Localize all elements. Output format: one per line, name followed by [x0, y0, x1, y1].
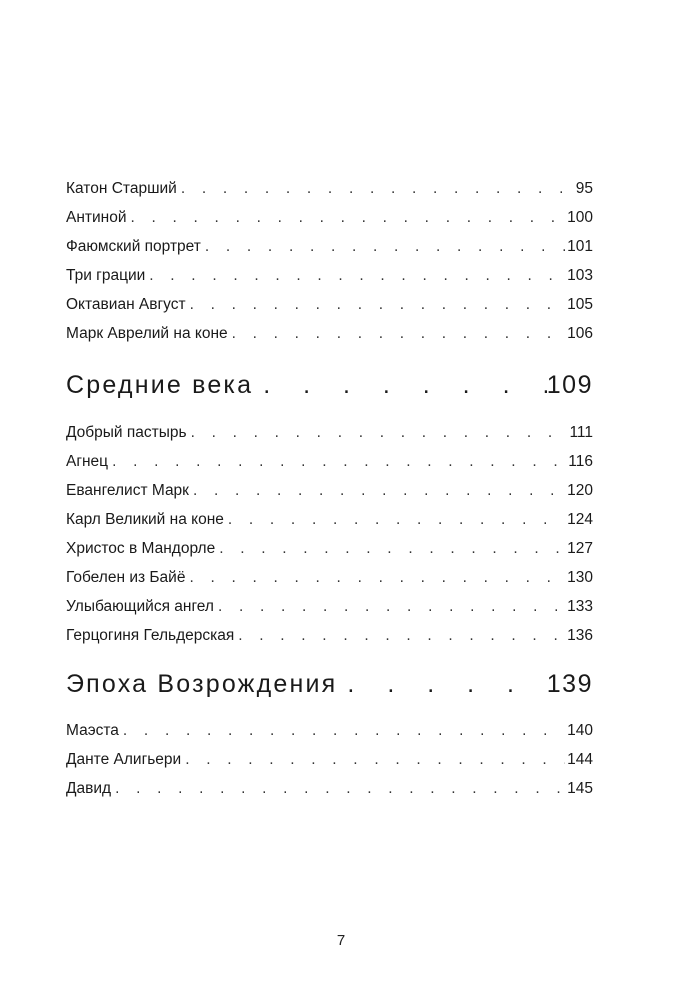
toc-entry	[66, 476, 593, 505]
toc-section-heading	[66, 664, 593, 704]
dot-leader	[123, 716, 565, 745]
section-page: 139	[546, 670, 593, 698]
toc-entry	[66, 174, 593, 203]
dot-leader	[112, 447, 566, 476]
dot-leader	[149, 261, 565, 290]
toc-entry-title: Катон Старший	[66, 180, 177, 197]
section-title: Средние века	[66, 371, 254, 399]
toc-entry	[66, 534, 593, 563]
toc-section-heading	[66, 365, 593, 405]
dot-leader	[228, 505, 565, 534]
dot-leader	[190, 290, 566, 319]
toc-entry-page: 127	[567, 540, 593, 557]
dot-leader	[185, 745, 565, 774]
dot-leader	[191, 418, 568, 447]
toc-entry-page: 106	[567, 325, 593, 342]
toc-entry-page: 105	[567, 296, 593, 313]
dot-leader	[219, 534, 565, 563]
toc-entry-title: Фаюмский портрет	[66, 238, 201, 255]
toc-entry	[66, 621, 593, 650]
toc-entry-page: 140	[567, 722, 593, 739]
toc-entry-page: 103	[567, 267, 593, 284]
dot-leader	[263, 365, 547, 405]
toc-entry-title: Октавиан Август	[66, 296, 186, 313]
toc-entry-page: 130	[567, 569, 593, 586]
toc-entry-title: Марк Аврелий на коне	[66, 325, 228, 342]
toc-entry	[66, 232, 593, 261]
dot-leader	[232, 319, 566, 348]
toc-entry-title: Три грации	[66, 267, 146, 284]
toc-entry	[66, 418, 593, 447]
toc-entry	[66, 261, 593, 290]
dot-leader	[131, 203, 566, 232]
toc-entry-page: 133	[567, 598, 593, 615]
toc-entry-title: Агнец	[66, 453, 109, 470]
toc-entry-title: Герцогиня Гельдерская	[66, 627, 235, 644]
toc-entry-title: Добрый пастырь	[66, 424, 187, 441]
toc-entry-page: 100	[567, 209, 593, 226]
toc-entry-page: 111	[569, 424, 593, 441]
toc-entry-title: Евангелист Марк	[66, 482, 189, 499]
section-page: 109	[546, 371, 593, 399]
toc-entry-title: Данте Алигьери	[66, 751, 182, 768]
toc-entry	[66, 319, 593, 348]
toc-entry-page: 145	[567, 780, 593, 797]
toc-entry-page: 116	[568, 453, 593, 470]
dot-leader	[205, 232, 565, 261]
toc-entry-title: Давид	[66, 780, 112, 797]
toc-entry-page: 95	[575, 180, 593, 197]
toc-entry-title: Карл Великий на коне	[66, 511, 224, 528]
toc-entry	[66, 745, 593, 774]
toc-entry-title: Маэста	[66, 722, 119, 739]
toc-entry	[66, 592, 593, 621]
dot-leader	[193, 476, 565, 505]
toc-entry	[66, 505, 593, 534]
dot-leader	[189, 563, 565, 592]
dot-leader	[238, 621, 565, 650]
toc-entry	[66, 290, 593, 319]
dot-leader	[218, 592, 565, 621]
toc-entry-title: Улыбающийся ангел	[66, 598, 214, 615]
toc-entry-page: 101	[567, 238, 593, 255]
toc-entry-title: Антиной	[66, 209, 127, 226]
page-number: 7	[336, 932, 346, 949]
toc-group-antiquity	[66, 174, 593, 348]
toc-entry-title: Гобелен из Байё	[66, 569, 186, 586]
dot-leader	[181, 174, 574, 203]
toc-group-renaissance	[66, 716, 593, 803]
toc-entry	[66, 774, 593, 803]
dot-leader	[347, 664, 546, 704]
toc-entry-page: 144	[567, 751, 593, 768]
toc-entry	[66, 716, 593, 745]
toc-group-middle-ages	[66, 418, 593, 650]
section-heading-middle-ages	[66, 365, 593, 405]
toc-entry	[66, 563, 593, 592]
toc-entry-title: Христос в Мандорле	[66, 540, 216, 557]
toc-entry-page: 124	[567, 511, 593, 528]
toc-entry-page: 120	[567, 482, 593, 499]
toc-entry	[66, 203, 593, 232]
section-heading-renaissance	[66, 664, 593, 704]
dot-leader	[115, 774, 565, 803]
toc-entry-page: 136	[567, 627, 593, 644]
section-title: Эпоха Возрождения	[66, 670, 338, 698]
toc-entry	[66, 447, 593, 476]
